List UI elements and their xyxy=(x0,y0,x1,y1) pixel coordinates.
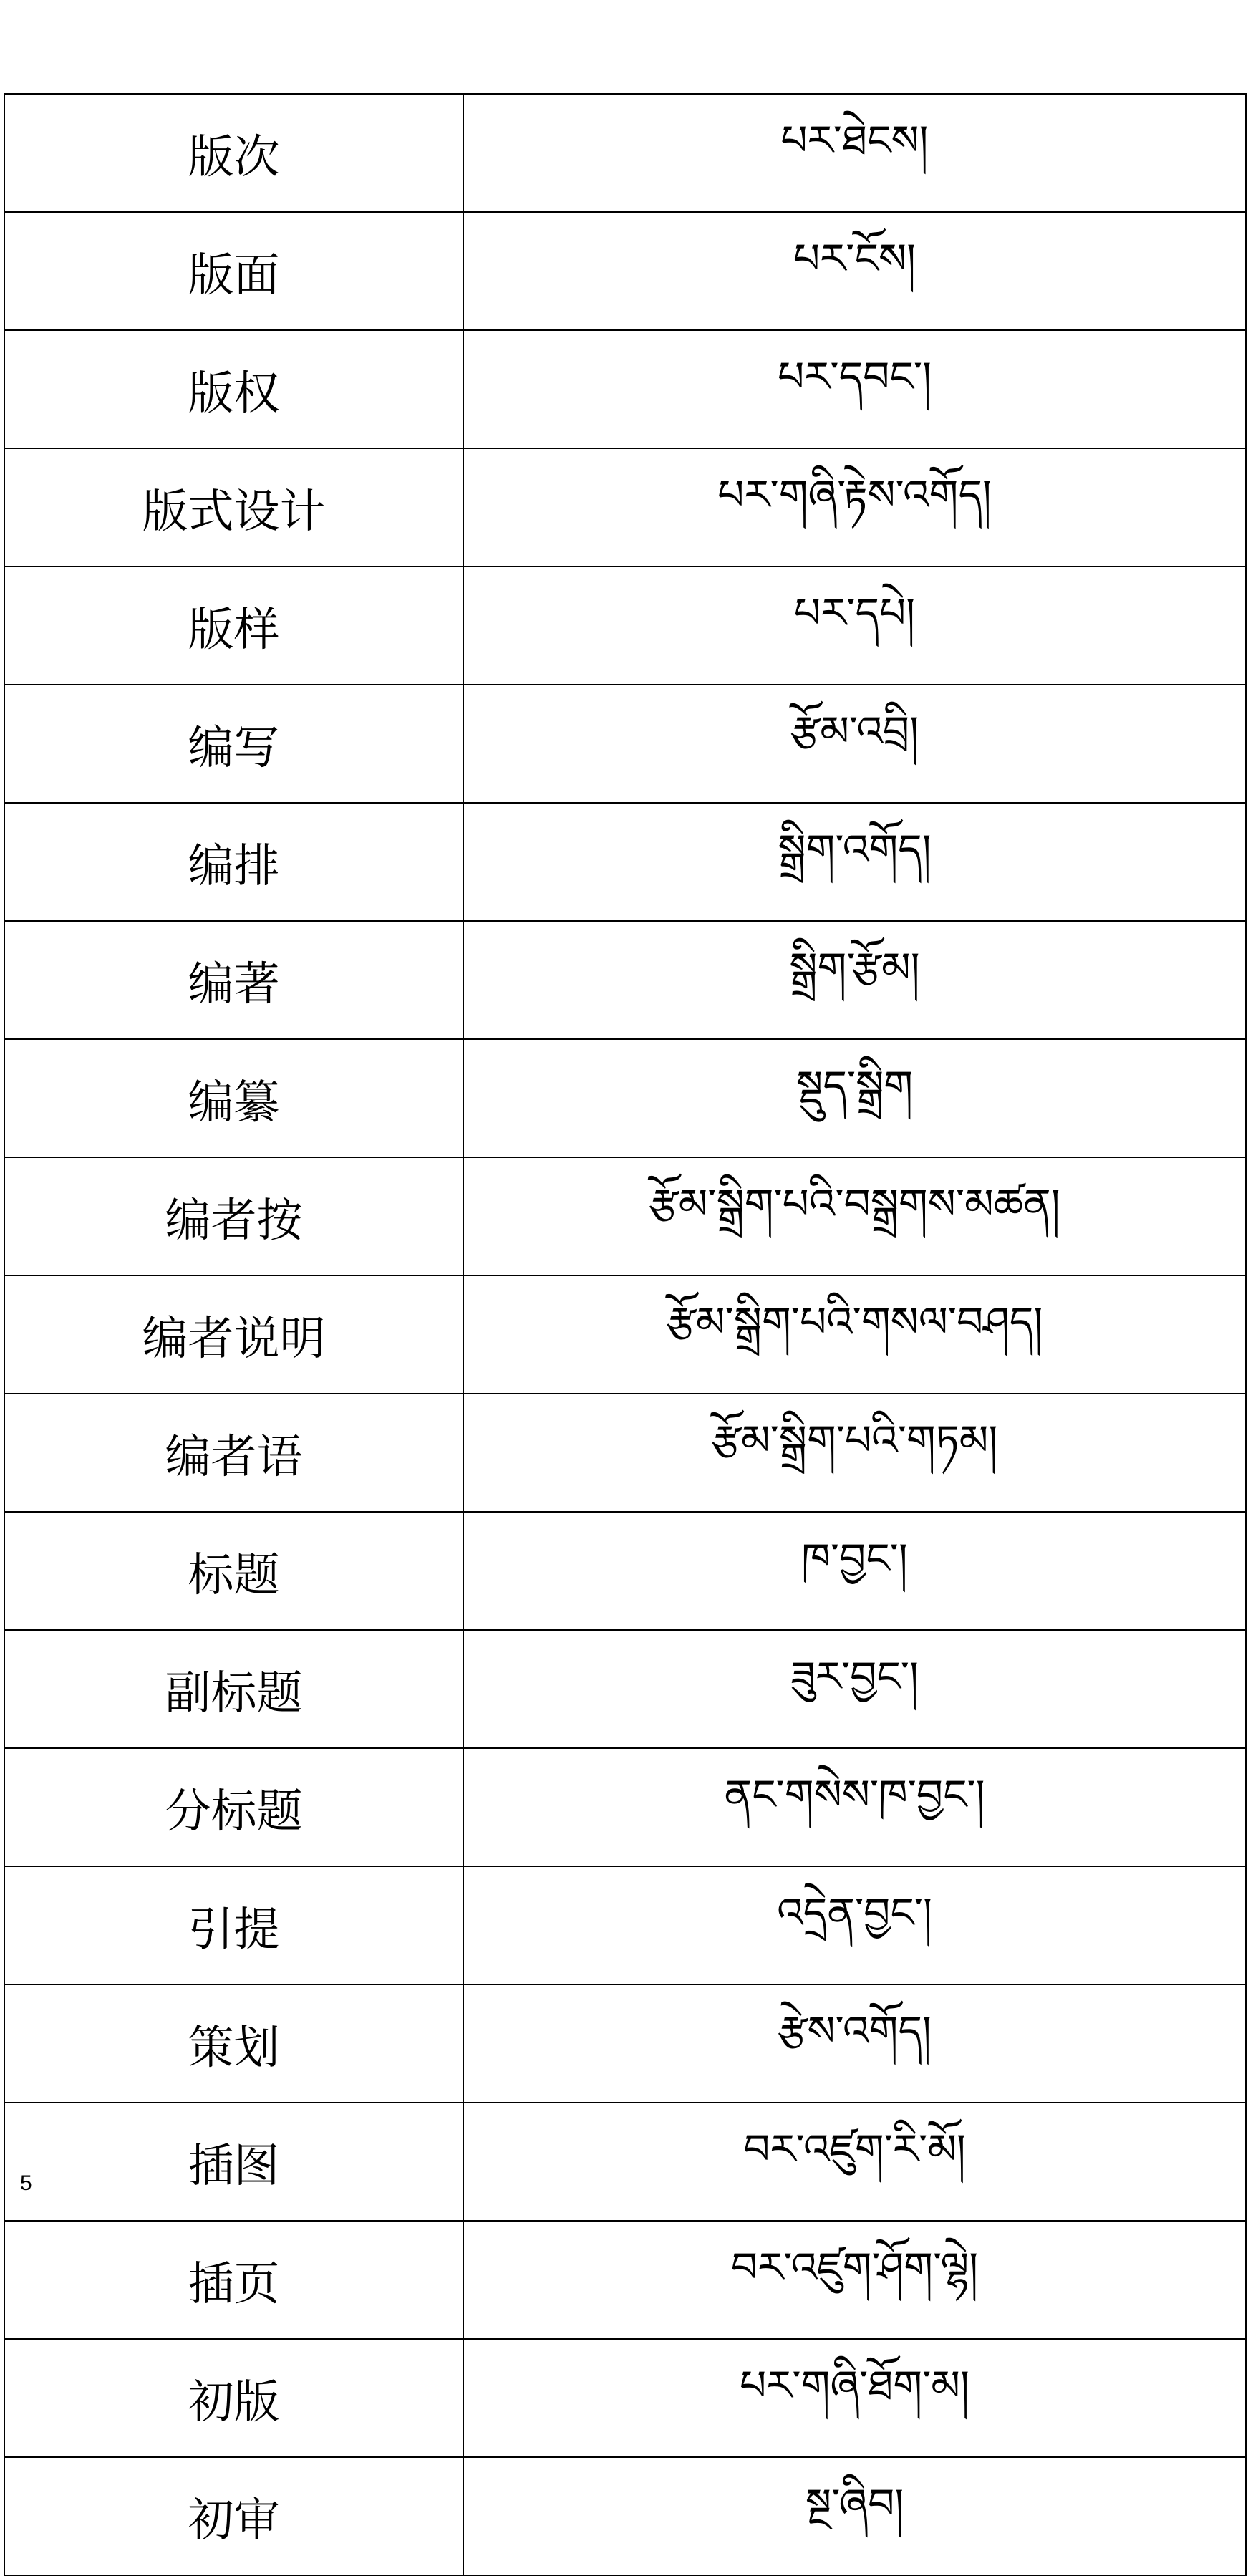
table-row xyxy=(4,921,1246,1039)
tibetan-term-cell: སྡུད་སྒྲིག xyxy=(463,1039,1246,1157)
chinese-term-cell: 版样 xyxy=(4,566,463,685)
tibetan-term-cell: ནང་གསེས་ཁ་བྱང་། xyxy=(463,1748,1246,1866)
chinese-term-cell: 初版 xyxy=(4,2339,463,2457)
table-row xyxy=(4,448,1246,566)
chinese-term-cell: 插图 xyxy=(4,2103,463,2221)
page-number: 5 xyxy=(20,2171,32,2195)
chinese-term-cell: 引提 xyxy=(4,1866,463,1984)
chinese-term-cell: 编著 xyxy=(4,921,463,1039)
chinese-term-cell: 编纂 xyxy=(4,1039,463,1157)
chinese-term-cell: 版次 xyxy=(4,94,463,212)
tibetan-term-cell: བར་འཛུག་ཤོག་ལྷེ། xyxy=(463,2221,1246,2339)
table-row xyxy=(4,685,1246,803)
chinese-term-cell: 策划 xyxy=(4,1984,463,2103)
chinese-term-cell: 编者按 xyxy=(4,1157,463,1275)
tibetan-term-cell: རྩེས་འགོད། xyxy=(463,1984,1246,2103)
chinese-term-cell: 编排 xyxy=(4,803,463,921)
tibetan-term-cell: སྒྲིག་འགོད། xyxy=(463,803,1246,921)
chinese-term-cell: 插页 xyxy=(4,2221,463,2339)
chinese-term-cell: 版权 xyxy=(4,330,463,448)
tibetan-term-cell: ཟུར་བྱང་། xyxy=(463,1630,1246,1748)
tibetan-term-cell: རྩོམ་འབྲི། xyxy=(463,685,1246,803)
chinese-term-cell: 编写 xyxy=(4,685,463,803)
table-row xyxy=(4,2457,1246,2575)
table-row xyxy=(4,1630,1246,1748)
tibetan-term-cell: པར་གཞི་ཐོག་མ། xyxy=(463,2339,1246,2457)
table-row xyxy=(4,1275,1246,1394)
tibetan-term-cell: རྩོམ་སྒྲིག་པའི་བསྒྲགས་མཚན། xyxy=(463,1157,1246,1275)
chinese-term-cell: 版式设计 xyxy=(4,448,463,566)
tibetan-term-cell: པར་གཞི་རྟེས་འགོད། xyxy=(463,448,1246,566)
tibetan-term-cell: པར་ངོས། xyxy=(463,212,1246,330)
chinese-term-cell: 版面 xyxy=(4,212,463,330)
table-row xyxy=(4,803,1246,921)
tibetan-term-cell: ཁ་བྱང་། xyxy=(463,1512,1246,1630)
glossary-table-body xyxy=(4,94,1246,2575)
glossary-table xyxy=(4,93,1247,2576)
table-row xyxy=(4,1394,1246,1512)
table-row xyxy=(4,1039,1246,1157)
tibetan-term-cell: པར་ཐེངས། xyxy=(463,94,1246,212)
table-row xyxy=(4,1866,1246,1984)
chinese-term-cell: 分标题 xyxy=(4,1748,463,1866)
tibetan-term-cell: རྩོམ་སྒྲིག་པའི་གཏམ། xyxy=(463,1394,1246,1512)
chinese-term-cell: 编者语 xyxy=(4,1394,463,1512)
table-row xyxy=(4,566,1246,685)
chinese-term-cell: 编者说明 xyxy=(4,1275,463,1394)
table-row xyxy=(4,1984,1246,2103)
tibetan-term-cell: པར་དབང་། xyxy=(463,330,1246,448)
tibetan-term-cell: པར་དཔེ། xyxy=(463,566,1246,685)
table-row xyxy=(4,2339,1246,2457)
tibetan-term-cell: སྔ་ཞིབ། xyxy=(463,2457,1246,2575)
table-row xyxy=(4,2103,1246,2221)
table-row xyxy=(4,330,1246,448)
tibetan-term-cell: རྩོམ་སྒྲིག་པའི་གསལ་བཤད། xyxy=(463,1275,1246,1394)
tibetan-term-cell: འདྲེན་བྱང་། xyxy=(463,1866,1246,1984)
table-row xyxy=(4,1157,1246,1275)
table-row xyxy=(4,212,1246,330)
table-row xyxy=(4,94,1246,212)
chinese-term-cell: 初审 xyxy=(4,2457,463,2575)
tibetan-term-cell: བར་འཛུག་རི་མོ། xyxy=(463,2103,1246,2221)
table-row xyxy=(4,1748,1246,1866)
chinese-term-cell: 副标题 xyxy=(4,1630,463,1748)
table-row xyxy=(4,1512,1246,1630)
chinese-term-cell: 标题 xyxy=(4,1512,463,1630)
tibetan-term-cell: སྒྲིག་རྩོམ། xyxy=(463,921,1246,1039)
table-row xyxy=(4,2221,1246,2339)
